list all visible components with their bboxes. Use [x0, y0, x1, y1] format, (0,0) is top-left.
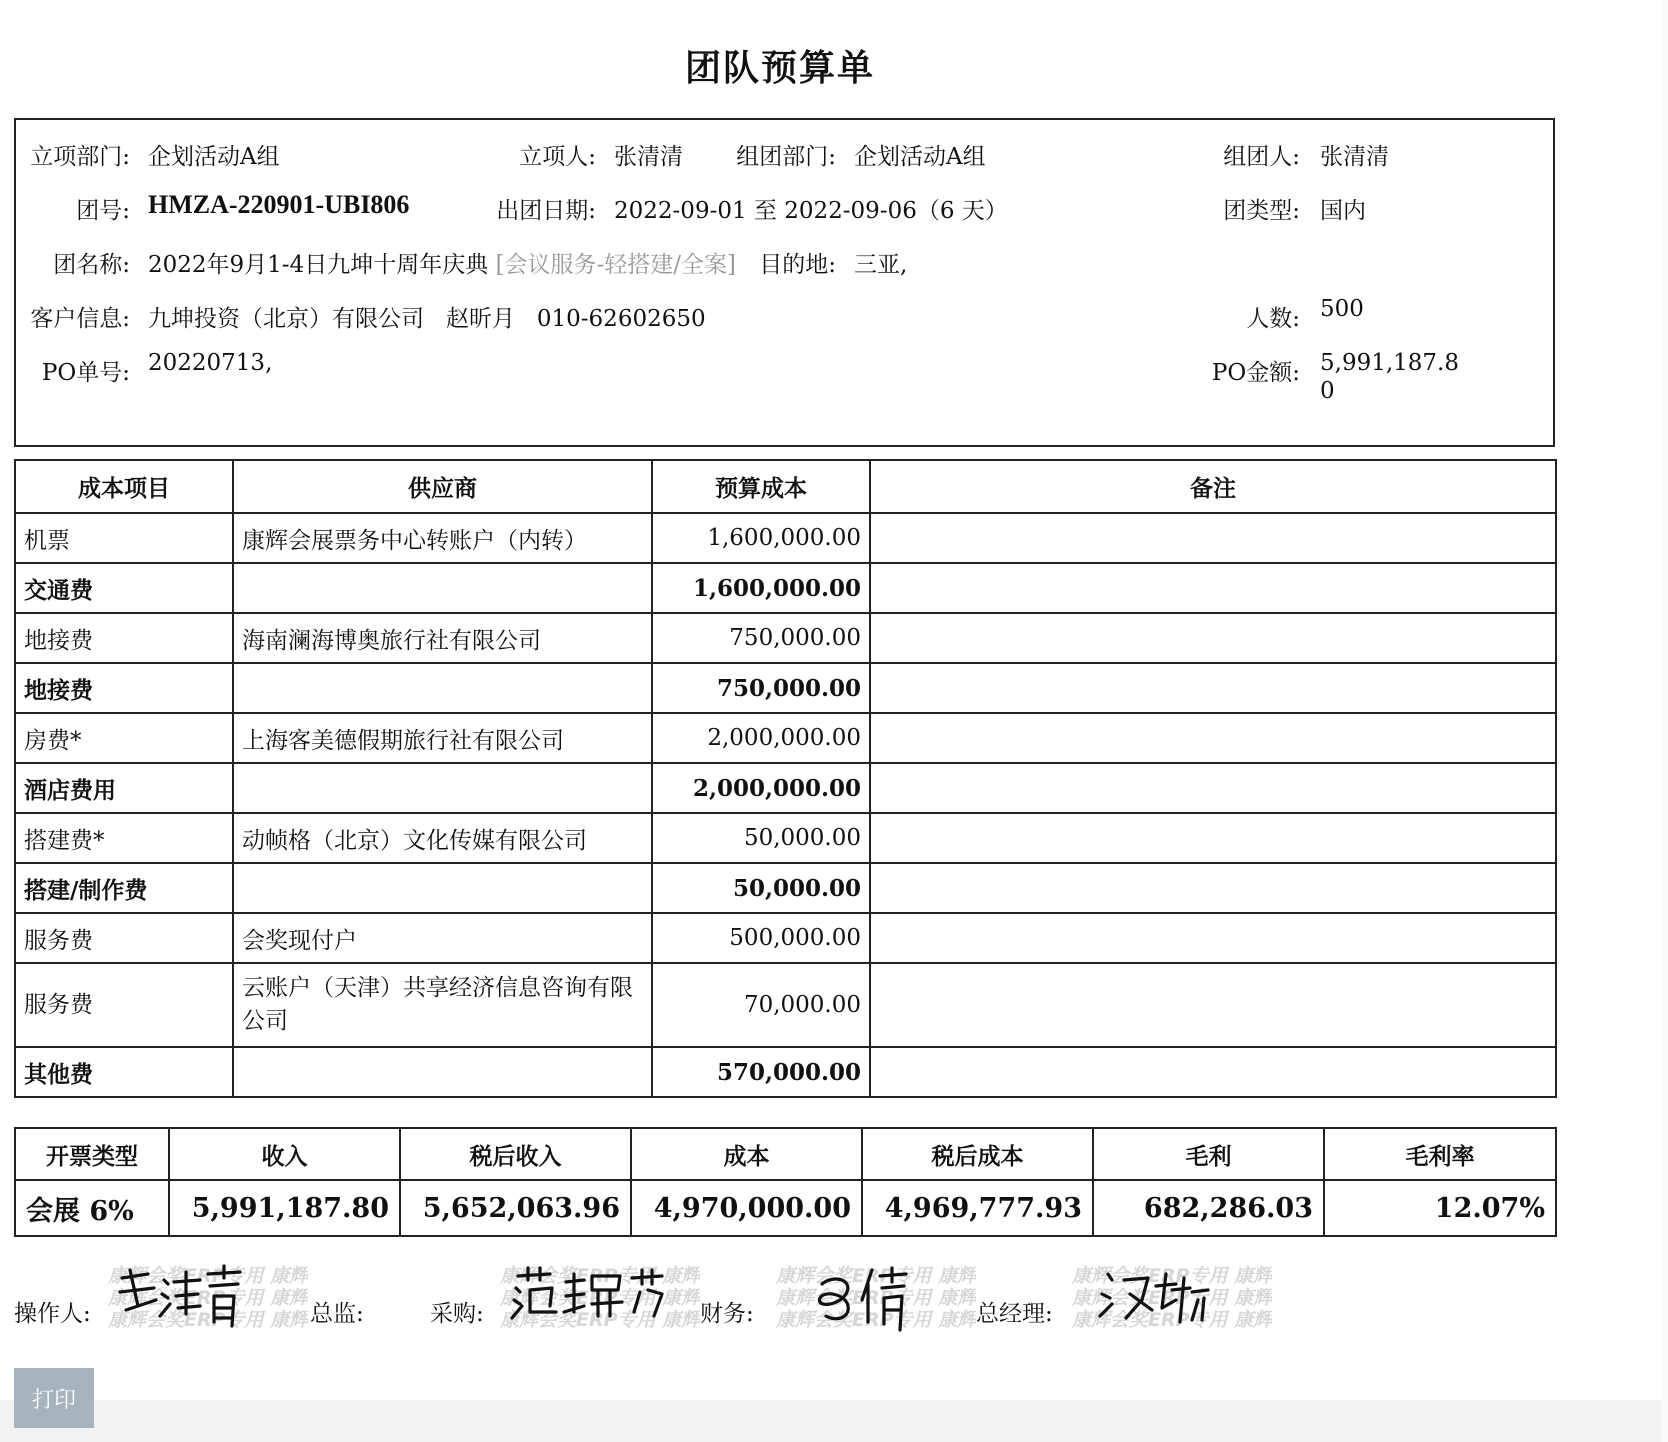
cell-cost: 500,000.00 [652, 913, 870, 963]
purchase-label: 采购: [430, 1301, 484, 1327]
svg-text:康辉会奖ERP专用 康辉: 康辉会奖ERP专用 康辉 [108, 1287, 308, 1309]
date-label: 出团日期: [496, 198, 596, 224]
signature-row [0, 1260, 1560, 1340]
cell-cost: 50,000.00 [652, 863, 870, 913]
cell-supplier [233, 763, 652, 813]
type-label: 团类型: [1223, 198, 1300, 224]
group-person-label: 组团人: [1223, 144, 1300, 170]
group-no-label: 团号: [76, 198, 130, 224]
gm-label: 总经理: [976, 1301, 1053, 1327]
header-gross-margin: 毛利率 [1324, 1128, 1556, 1180]
cell-item: 地接费 [15, 663, 233, 713]
client-company: 九坤投资（北京）有限公司 [148, 306, 424, 332]
table-row-subtotal [15, 763, 1556, 813]
name-label: 团名称: [53, 252, 130, 278]
cell-item: 机票 [15, 513, 233, 563]
cell-note [870, 913, 1556, 963]
cell-cost: 1,600,000.00 [652, 563, 870, 613]
people-value: 500 [1320, 296, 1364, 322]
svg-text:康辉会奖ERP专用 康辉: 康辉会奖ERP专用 康辉 [776, 1309, 976, 1331]
svg-text:康辉会奖ERP专用 康辉: 康辉会奖ERP专用 康辉 [776, 1287, 976, 1309]
svg-text:康辉会奖ERP专用 康辉: 康辉会奖ERP专用 康辉 [500, 1287, 700, 1309]
cell-note [870, 613, 1556, 663]
cost-table-header [15, 460, 1556, 513]
cell-income: 5,991,187.80 [169, 1180, 400, 1236]
cell-item: 地接费 [15, 613, 233, 663]
cell-item: 搭建/制作费 [15, 863, 233, 913]
client-label: 客户信息: [30, 306, 130, 332]
summary-row [15, 1180, 1556, 1236]
print-button[interactable]: 打印 [14, 1368, 94, 1428]
creator-label: 立项人: [519, 144, 596, 170]
po-amount-label: PO金额: [1211, 360, 1300, 386]
cell-supplier: 上海客美德假期旅行社有限公司 [233, 713, 652, 763]
header-budget-cost: 预算成本 [652, 460, 870, 513]
cell-cost: 4,970,000.00 [631, 1180, 862, 1236]
scrollbar-track[interactable] [1662, 0, 1668, 1442]
header-supplier: 供应商 [233, 460, 652, 513]
summary-header [15, 1128, 1556, 1180]
director-label: 总监: [310, 1301, 364, 1327]
cell-income-after-tax: 5,652,063.96 [400, 1180, 631, 1236]
cell-cost: 750,000.00 [652, 613, 870, 663]
cell-note [870, 563, 1556, 613]
bottom-bar [0, 1400, 1668, 1442]
cell-note [870, 713, 1556, 763]
finance-signature [776, 1260, 976, 1332]
dest-label: 目的地: [759, 252, 836, 278]
cell-invoice-type: 会展 6% [15, 1180, 169, 1236]
cell-note [870, 813, 1556, 863]
po-amount-value-line2: 0 [1320, 378, 1335, 404]
svg-text:康辉会奖ERP专用 康辉: 康辉会奖ERP专用 康辉 [1072, 1287, 1272, 1309]
cost-table [14, 459, 1557, 1098]
client-phone: 010-62602650 [536, 306, 706, 332]
header-income-after-tax: 税后收入 [400, 1128, 631, 1180]
cell-supplier: 动帧格（北京）文化传媒有限公司 [233, 813, 652, 863]
operator-label: 操作人: [14, 1301, 91, 1327]
cell-supplier: 云账户（天津）共享经济信息咨询有限公司 [233, 963, 652, 1047]
client-value [148, 300, 706, 333]
group-dept-label: 组团部门: [736, 144, 836, 170]
dest-value: 三亚, [854, 252, 908, 278]
table-row [15, 913, 1556, 963]
group-dept-value: 企划活动A组 [854, 144, 986, 170]
cell-supplier: 会奖现付户 [233, 913, 652, 963]
cell-cost: 1,600,000.00 [652, 513, 870, 563]
table-row [15, 963, 1556, 1047]
cell-note [870, 863, 1556, 913]
dept-value: 企划活动A组 [148, 144, 280, 170]
purchase-signature [500, 1260, 700, 1332]
cell-supplier [233, 563, 652, 613]
svg-text:康辉会奖ERP专用 康辉: 康辉会奖ERP专用 康辉 [500, 1309, 700, 1331]
cell-note [870, 663, 1556, 713]
header-note: 备注 [870, 460, 1556, 513]
cell-item: 交通费 [15, 563, 233, 613]
po-label: PO单号: [41, 360, 130, 386]
cell-cost: 750,000.00 [652, 663, 870, 713]
cell-cost: 2,000,000.00 [652, 763, 870, 813]
cell-item: 搭建费* [15, 813, 233, 863]
cell-item: 其他费 [15, 1047, 233, 1097]
cell-gross-profit: 682,286.03 [1093, 1180, 1324, 1236]
svg-text:康辉会奖ERP专用 康辉: 康辉会奖ERP专用 康辉 [500, 1265, 700, 1287]
dept-label: 立项部门: [30, 144, 130, 170]
svg-text:康辉会奖ERP专用 康辉: 康辉会奖ERP专用 康辉 [108, 1309, 308, 1331]
name-value [148, 246, 736, 279]
cell-note [870, 1047, 1556, 1097]
table-row [15, 513, 1556, 563]
cell-supplier [233, 863, 652, 913]
cell-supplier [233, 663, 652, 713]
cell-cost: 570,000.00 [652, 1047, 870, 1097]
po-amount-value-line1: 5,991,187.8 [1320, 350, 1459, 376]
cell-item: 服务费 [15, 963, 233, 1047]
gm-signature [1072, 1260, 1272, 1332]
svg-text:康辉会奖ERP专用 康辉: 康辉会奖ERP专用 康辉 [776, 1265, 976, 1287]
client-contact: 赵昕月 [445, 306, 515, 332]
table-row [15, 813, 1556, 863]
header-cost-item: 成本项目 [15, 460, 233, 513]
header-cost-after-tax: 税后成本 [862, 1128, 1093, 1180]
page-title: 团队预算单 [684, 47, 875, 89]
people-label: 人数: [1246, 306, 1300, 332]
cell-item: 酒店费用 [15, 763, 233, 813]
svg-text:康辉会奖ERP专用 康辉: 康辉会奖ERP专用 康辉 [1072, 1309, 1272, 1331]
summary-table [14, 1127, 1557, 1237]
po-value: 20220713, [148, 350, 273, 376]
date-value: 2022-09-01 至 2022-09-06（6 天） [614, 198, 1008, 224]
cell-supplier: 康辉会展票务中心转账户（内转） [233, 513, 652, 563]
table-row-subtotal [15, 863, 1556, 913]
table-row-subtotal [15, 663, 1556, 713]
svg-text:康辉会奖ERP专用 康辉: 康辉会奖ERP专用 康辉 [1072, 1265, 1272, 1287]
cell-supplier [233, 1047, 652, 1097]
cell-note [870, 763, 1556, 813]
cell-item: 房费* [15, 713, 233, 763]
creator-value: 张清清 [614, 144, 683, 170]
table-row [15, 713, 1556, 763]
cell-cost-after-tax: 4,969,777.93 [862, 1180, 1093, 1236]
svg-text:康辉会奖ERP专用 康辉: 康辉会奖ERP专用 康辉 [108, 1265, 308, 1287]
header-income: 收入 [169, 1128, 400, 1180]
group-tag: [会议服务-轻搭建/全案] [495, 252, 736, 278]
cell-gross-margin: 12.07% [1324, 1180, 1556, 1236]
cell-note [870, 513, 1556, 563]
header-cost: 成本 [631, 1128, 862, 1180]
cell-cost: 70,000.00 [652, 963, 870, 1047]
header-gross-profit: 毛利 [1093, 1128, 1324, 1180]
finance-label: 财务: [700, 1301, 754, 1327]
info-panel [14, 118, 1555, 447]
header-invoice-type: 开票类型 [15, 1128, 169, 1180]
cell-item: 服务费 [15, 913, 233, 963]
cell-cost: 50,000.00 [652, 813, 870, 863]
group-person-value: 张清清 [1320, 144, 1389, 170]
group-no-value: HMZA-220901-UBI806 [148, 190, 410, 219]
type-value: 国内 [1320, 198, 1366, 224]
table-row-subtotal [15, 563, 1556, 613]
table-row-subtotal [15, 1047, 1556, 1097]
table-row [15, 613, 1556, 663]
cell-cost: 2,000,000.00 [652, 713, 870, 763]
cell-note [870, 963, 1556, 1047]
operator-signature [108, 1260, 308, 1332]
cell-supplier: 海南澜海博奥旅行社有限公司 [233, 613, 652, 663]
group-name: 2022年9月1-4日九坤十周年庆典 [148, 252, 489, 278]
